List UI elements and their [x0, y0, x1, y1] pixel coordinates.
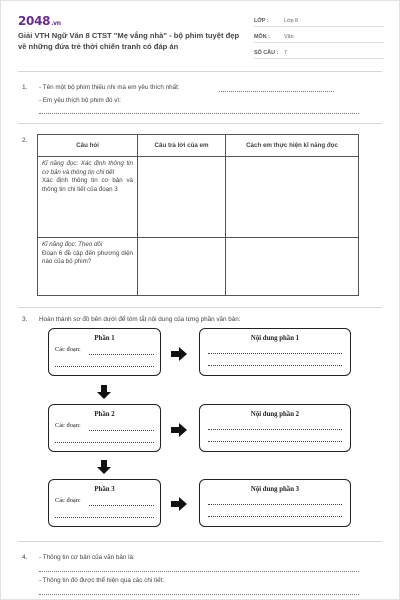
- meta-value: Lớp 8: [284, 18, 299, 24]
- logo-text: 2048: [18, 14, 51, 28]
- meta-row-count: [254, 47, 384, 59]
- q4-line1-text: - Thông tin cơ bản của văn bản là:: [39, 554, 135, 561]
- table-row: [38, 157, 359, 238]
- part-box-3: [48, 479, 161, 527]
- method-cell[interactable]: [226, 157, 359, 238]
- answer-line[interactable]: [39, 571, 359, 572]
- table-header: Cách em thực hiện kĩ năng đọc: [226, 135, 359, 157]
- logo-suffix: .vn: [51, 20, 61, 27]
- method-cell[interactable]: [226, 238, 359, 296]
- part-label: Các đoạn:: [55, 346, 81, 353]
- answer-line[interactable]: [89, 430, 154, 431]
- content-title: Nội dung phần 1: [250, 335, 300, 342]
- question-text: Xác định thông tin cơ bản và thông tin chi tiết của đoạn 3: [42, 177, 133, 193]
- meta-value: 7: [284, 50, 287, 56]
- meta-value: Văn: [284, 34, 294, 40]
- answer-line[interactable]: [55, 366, 154, 367]
- meta-key: SỐ CÂU :: [254, 50, 279, 56]
- meta-row-subject: [254, 31, 384, 43]
- down-arrow-icon: [97, 385, 111, 399]
- content-title: Nội dung phần 3: [250, 486, 300, 493]
- skills-table: [37, 134, 359, 296]
- section-divider: [18, 71, 382, 72]
- right-arrow-icon: [171, 423, 187, 437]
- answer-line[interactable]: [208, 516, 342, 517]
- skill-label: Kĩ năng đọc: Xác định thông tin cơ bản và thông tin chi tiết: [42, 160, 133, 176]
- content-title: Nội dung phần 2: [250, 411, 300, 418]
- question-number: 4.: [22, 554, 28, 561]
- content-box-2: [199, 404, 351, 452]
- part-box-1: [48, 328, 161, 376]
- section-divider: [18, 123, 382, 124]
- q1-line2-text: - Em yêu thích bộ phim đó vì:: [39, 97, 121, 104]
- question-number: 3.: [22, 316, 28, 323]
- answer-line[interactable]: [208, 353, 342, 354]
- meta-key: MÔN :: [254, 34, 270, 40]
- answer-line[interactable]: [39, 113, 359, 114]
- page-title: Giải VTH Ngữ Văn 8 CTST "Mẹ vắng nhà" - bộ phim tuyệt đẹp về những đứa trẻ thời chiến tranh có đáp án: [18, 31, 240, 51]
- answer-line[interactable]: [39, 594, 359, 595]
- answer-line[interactable]: [208, 441, 342, 442]
- section-divider: [18, 307, 382, 308]
- meta-key: LỚP :: [254, 18, 269, 24]
- table-header: Câu trả lời của em: [138, 135, 226, 157]
- table-row: [38, 238, 359, 296]
- table-header-row: [38, 135, 359, 157]
- part-box-2: [48, 404, 161, 452]
- skill-label: Kĩ năng đọc: Theo dõi: [42, 241, 103, 248]
- answer-line[interactable]: [55, 517, 154, 518]
- down-arrow-icon: [97, 460, 111, 474]
- answer-line[interactable]: [219, 91, 334, 92]
- question-cell: [38, 238, 138, 296]
- answer-line[interactable]: [208, 365, 342, 366]
- answer-line[interactable]: [89, 354, 154, 355]
- answer-line[interactable]: [55, 442, 154, 443]
- answer-line[interactable]: [208, 504, 342, 505]
- content-box-1: [199, 328, 351, 376]
- meta-panel: [254, 15, 384, 63]
- q1-line1-text: - Tên một bộ phim thiếu nhi mà em yêu thích nhất:: [39, 84, 180, 91]
- q4-line2-text: - Thông tin đó được thể hiện qua các chi tiết:: [39, 577, 165, 584]
- part-label: Các đoạn:: [55, 422, 81, 429]
- question-number: 2.: [22, 137, 28, 144]
- question-text: Đoạn 6 đề cập đến phương diện nào của bộ phim?: [42, 249, 133, 266]
- part-title: Phần 2: [94, 411, 115, 418]
- right-arrow-icon: [171, 497, 187, 511]
- q3-prompt: Hoàn thành sơ đồ bên dưới để tóm tắt nội dung của từng phần văn bản:: [39, 316, 241, 323]
- meta-row-grade: [254, 15, 384, 27]
- right-arrow-icon: [171, 347, 187, 361]
- site-logo[interactable]: [18, 14, 61, 28]
- answer-cell[interactable]: [138, 157, 226, 238]
- answer-cell[interactable]: [138, 238, 226, 296]
- question-cell: [38, 157, 138, 238]
- section-divider: [18, 541, 382, 542]
- part-label: Các đoạn:: [55, 497, 81, 504]
- content-box-3: [199, 479, 351, 527]
- part-title: Phần 1: [94, 335, 115, 342]
- question-number: 1.: [22, 84, 28, 91]
- answer-line[interactable]: [89, 505, 154, 506]
- answer-line[interactable]: [208, 429, 342, 430]
- table-header: Câu hỏi: [38, 135, 138, 157]
- part-title: Phần 3: [94, 486, 115, 493]
